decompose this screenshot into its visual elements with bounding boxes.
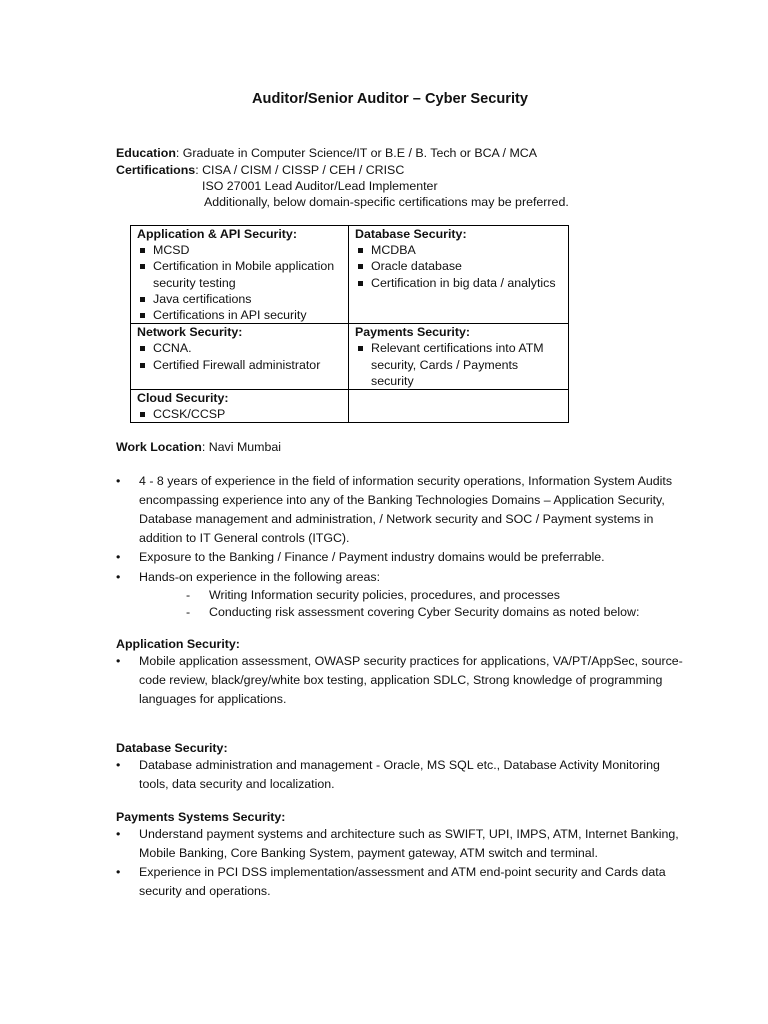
bullet-text: Hands-on experience in the following areas: — [139, 570, 381, 584]
cell-heading: Network Security: — [137, 325, 243, 340]
table-row — [131, 390, 569, 423]
cell-heading: Application & API Security: — [137, 227, 297, 241]
bullet-glyph: • — [116, 865, 121, 879]
sub-list-item — [186, 587, 560, 603]
bullet-glyph: • — [116, 827, 121, 841]
list-item: Oracle database — [355, 258, 562, 274]
cell-network-security — [131, 324, 349, 390]
certifications-line — [116, 162, 404, 178]
cell-empty — [349, 390, 569, 423]
cell-heading: Payments Security: — [355, 325, 471, 340]
education-value: : Graduate in Computer Science/IT or B.E / B. Tech or BCA / MCA — [175, 146, 537, 160]
education-line — [116, 145, 537, 161]
payments-security-heading: Payments Systems Security: — [116, 810, 286, 824]
sub-item-text: Conducting risk assessment covering Cyber Security domains as noted below: — [209, 605, 640, 619]
cert-list — [355, 242, 562, 291]
cert-list — [355, 340, 562, 389]
sub-item-text: Writing Information security policies, procedures, and processes — [209, 588, 560, 602]
bullet-text: Database administration and management - Oracle, MS SQL etc., Database Activity Monitoring tools, data security and localization. — [139, 758, 660, 791]
certifications-table — [130, 225, 569, 423]
bullet-glyph: • — [116, 550, 121, 564]
table-row — [131, 324, 569, 390]
document-title: Auditor/Senior Auditor – Cyber Security — [252, 91, 528, 107]
work-location-value: : Navi Mumbai — [201, 440, 282, 454]
cell-heading: Cloud Security: — [137, 391, 229, 406]
cert-list — [137, 406, 342, 422]
bullet-text: Mobile application assessment, OWASP security practices for applications, VA/PT/AppSec, source-code review, black/grey/white box testing, application SDLC, Strong knowledge of programming languages for applications. — [139, 654, 683, 706]
certifications-label: Certifications — [116, 163, 196, 177]
bullet-text: Understand payment systems and architecture such as SWIFT, UPI, IMPS, ATM, Internet Banking, Mobile Banking, Core Banking System, payment gateway, ATM switch and terminal. — [139, 827, 679, 860]
cert-list — [137, 242, 342, 323]
list-item: Certification in Mobile application security testing — [137, 258, 342, 290]
bullet-glyph: • — [116, 474, 121, 488]
cell-db-security — [349, 226, 569, 324]
work-location-line — [116, 439, 281, 455]
list-item: CCSK/CCSP — [137, 406, 342, 422]
bullet-glyph: • — [116, 570, 121, 584]
certifications-line-3: Additionally, below domain-specific certifications may be preferred. — [204, 195, 569, 209]
list-item: Relevant certifications into ATM security, Cards / Payments security — [355, 340, 562, 389]
list-item: Certification in big data / analytics — [355, 275, 562, 291]
bullet-text: 4 - 8 years of experience in the field of information security operations, Information System Audits encompassing experience into any of the Banking Technologies Domains – Application Security, Database management and administration, / Network security and SOC / Payment systems in addition to IT General controls (ITGC). — [139, 474, 673, 545]
db-security-heading: Database Security: — [116, 741, 228, 755]
work-location-label: Work Location — [116, 440, 202, 454]
app-security-heading: Application Security: — [116, 637, 240, 651]
list-item: CCNA. — [137, 340, 342, 356]
bullet-glyph: • — [116, 758, 121, 772]
bullet-text: Experience in PCI DSS implementation/assessment and ATM end-point security and Cards data security and operations. — [139, 865, 666, 898]
bullet-glyph: • — [116, 654, 121, 668]
cell-heading: Database Security: — [355, 227, 467, 241]
education-label: Education — [116, 146, 176, 160]
list-item: MCSD — [137, 242, 342, 258]
dash-glyph: - — [186, 605, 191, 619]
cell-app-security — [131, 226, 349, 324]
certifications-value: : CISA / CISM / CISSP / CEH / CRISC — [195, 163, 405, 177]
dash-glyph: - — [186, 588, 191, 602]
bullet-text: Exposure to the Banking / Finance / Payment industry domains would be preferrable. — [139, 550, 605, 564]
cert-list — [137, 340, 342, 372]
cell-cloud-security — [131, 390, 349, 423]
list-item: Java certifications — [137, 291, 342, 307]
list-item: Certified Firewall administrator — [137, 357, 342, 373]
certifications-line-2: ISO 27001 Lead Auditor/Lead Implementer — [202, 179, 438, 193]
list-item: MCDBA — [355, 242, 562, 258]
sub-list-item — [186, 604, 639, 620]
table-row — [131, 226, 569, 324]
list-item: Certifications in API security — [137, 307, 342, 323]
cell-payments-security — [349, 324, 569, 390]
